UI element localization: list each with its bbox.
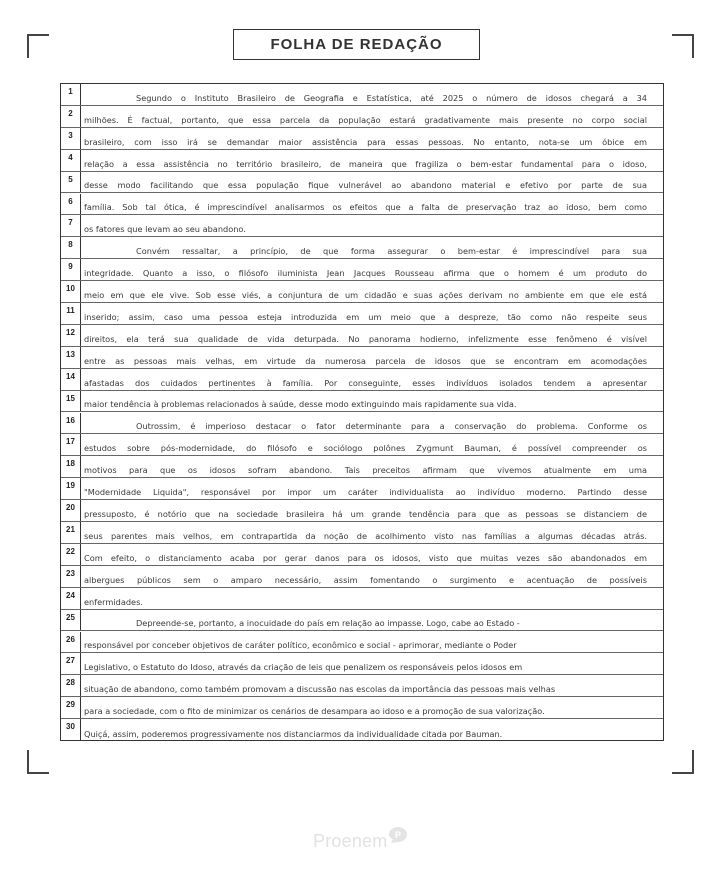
line-number: 26 (61, 632, 81, 653)
essay-line (61, 303, 663, 325)
brand-logo (313, 826, 408, 856)
line-text: meio em que ele vive. Sob esse viés, a conjuntura de um cidadão e suas ações derivam no ambiente em que ele está (84, 289, 647, 300)
essay-line (61, 325, 663, 347)
essay-sheet (60, 83, 664, 741)
essay-line (61, 719, 663, 741)
line-number: 8 (61, 237, 81, 258)
essay-line (61, 588, 663, 610)
line-number: 27 (61, 653, 81, 674)
line-number: 28 (61, 675, 81, 696)
line-text: enfermidades. (84, 596, 143, 607)
line-text: Quiçá, assim, poderemos progressivamente nos distanciarmos da individualidade citada por Bauman. (84, 728, 503, 739)
line-number: 1 (61, 84, 81, 105)
line-number: 9 (61, 259, 81, 280)
line-number: 30 (61, 719, 81, 741)
line-text: Depreende-se, portanto, a inocuidade do país em relação ao impasse. Logo, cabe ao Estado - (136, 618, 520, 629)
line-number: 21 (61, 522, 81, 543)
line-text: albergues públicos sem o amparo necessário, assim fomentando o surgimento e acentuação de possíveis (84, 574, 647, 585)
logo-text: Proenem (313, 830, 388, 851)
line-text: Outrossim, é imperioso destacar o fator determinante para a conservação do problema. Conforme os (136, 421, 647, 432)
essay-line (61, 500, 663, 522)
corner-mark-bottom-left (27, 750, 49, 774)
line-text: entre as pessoas mais velhas, em virtude da numerosa parcela de idosos que se encontram em acomodações (84, 355, 647, 366)
line-number: 16 (61, 413, 81, 434)
line-number: 18 (61, 456, 81, 477)
essay-line (61, 215, 663, 237)
essay-line (61, 172, 663, 194)
essay-line (61, 456, 663, 478)
line-number: 23 (61, 566, 81, 587)
essay-line (61, 632, 663, 654)
line-text: milhões. É factual, portanto, que essa parcela da população estará gradativamente mais presente no corpo social (84, 114, 647, 125)
essay-line (61, 610, 663, 632)
essay-line (61, 237, 663, 259)
line-number: 14 (61, 369, 81, 390)
corner-mark-top-left (27, 34, 49, 58)
line-text: família. Sob tal ótica, é imprescindível analisarmos os efeitos que a falta de preservação traz ao idoso, bem como (84, 202, 647, 213)
line-number: 5 (61, 172, 81, 193)
line-text: situação de abandono, como também promovam a discussão nas escolas da importância das pessoas mais velhas (84, 684, 556, 695)
corner-mark-top-right (672, 34, 694, 58)
speech-bubble-icon (388, 826, 408, 844)
essay-line (61, 434, 663, 456)
line-number: 12 (61, 325, 81, 346)
essay-line (61, 697, 663, 719)
line-text: Convém ressaltar, a princípio, de que forma assegurar o bem-estar é imprescindível para sua (136, 246, 647, 257)
essay-line (61, 413, 663, 435)
line-number: 29 (61, 697, 81, 718)
line-number: 3 (61, 128, 81, 149)
line-number: 15 (61, 391, 81, 412)
essay-line (61, 84, 663, 106)
line-text: estudos sobre pós-modernidade, do filósofo e sociólogo polônes Zygmunt Bauman, é possível compreender os (84, 443, 647, 454)
line-number: 4 (61, 150, 81, 171)
essay-line (61, 128, 663, 150)
essay-line (61, 347, 663, 369)
line-text: motivos para que os idosos sofram abandono. Tais preceitos afirmam que vivemos atualmente em uma (84, 465, 647, 476)
line-text: para a sociedade, com o fito de minimizar os cenários de desampara ao idoso e a promoção de sua valorização. (84, 706, 545, 717)
essay-line (61, 478, 663, 500)
line-number: 22 (61, 544, 81, 565)
line-text: maior tendência à problemas relacionados à saúde, desse modo extinguindo mais rapidamente sua vida. (84, 399, 517, 410)
essay-line (61, 522, 663, 544)
line-text: seus parentes mais velhos, em contrapartida da noção de acolhimento visto nas famílias a algumas décadas atrás. (84, 530, 647, 541)
line-text: desse modo facilitando que essa população fique vulnerável ao abandono material e efetivo por parte de sua (84, 180, 647, 191)
essay-line (61, 391, 663, 413)
line-text: integridade. Quanto a isso, o filósofo iluminista Jean Jacques Rousseau afirma que o homem é um produto do (84, 268, 647, 279)
essay-line (61, 194, 663, 216)
essay-line (61, 150, 663, 172)
line-number: 25 (61, 610, 81, 631)
line-number: 6 (61, 194, 81, 215)
line-text: Com efeito, o distanciamento acaba por gerar danos para os idosos, visto que muitas vezes são abandonados em (84, 552, 647, 563)
line-text: direitos, ela terá sua qualidade de vida deturpada. No panorama hodierno, infelizmente esse fenômeno é visível (84, 333, 647, 344)
page-title: FOLHA DE REDAÇÃO (233, 29, 480, 60)
line-number: 20 (61, 500, 81, 521)
essay-line (61, 566, 663, 588)
line-number: 7 (61, 215, 81, 236)
line-text: responsável por conceber objetivos de caráter político, econômico e social - aprimorar, mediante o Poder (84, 640, 517, 651)
line-text: Segundo o Instituto Brasileiro de Geografia e Estatística, até 2025 o número de idosos chegará a 34 (136, 92, 647, 103)
line-number: 11 (61, 303, 81, 324)
line-text: pressuposto, é notório que na sociedade brasileira há um grande tendência para que as pessoas se distanciem de (84, 508, 647, 519)
line-text: Legislativo, o Estatuto do Idoso, através da criação de leis que penalizem os responsáveis pelos idosos em (84, 662, 523, 673)
line-text: relação a essa assistência no território brasileiro, de maneira que fragiliza o bem-estar fundamental para o idoso, (84, 158, 647, 169)
essay-line (61, 106, 663, 128)
essay-line (61, 675, 663, 697)
essay-line (61, 259, 663, 281)
line-text: os fatores que levam ao seu abandono. (84, 224, 246, 235)
line-number: 10 (61, 281, 81, 302)
line-number: 24 (61, 588, 81, 609)
essay-line (61, 369, 663, 391)
line-text: brasileiro, com isso irá se demandar maior assistência para essas pessoas. No entanto, nota-se um óbice em (84, 136, 647, 147)
line-number: 17 (61, 434, 81, 455)
line-text: afastadas dos cuidados pertinentes à família. Por conseguinte, esses indivíduos isolados tendem a apresentar (84, 377, 647, 388)
essay-line (61, 281, 663, 303)
line-text: inserido; assim, caso uma pessoa esteja introduzida em um meio que a despreze, tão como não respeite seus (84, 311, 647, 322)
corner-mark-bottom-right (672, 750, 694, 774)
line-number: 19 (61, 478, 81, 499)
essay-line (61, 544, 663, 566)
essay-line (61, 653, 663, 675)
line-number: 13 (61, 347, 81, 368)
svg-text:P: P (395, 830, 402, 840)
line-number: 2 (61, 106, 81, 127)
line-text: "Modernidade Liquida", responsável por impor um caráter individualista ao indivíduo moderno. Partindo desse (84, 487, 647, 498)
